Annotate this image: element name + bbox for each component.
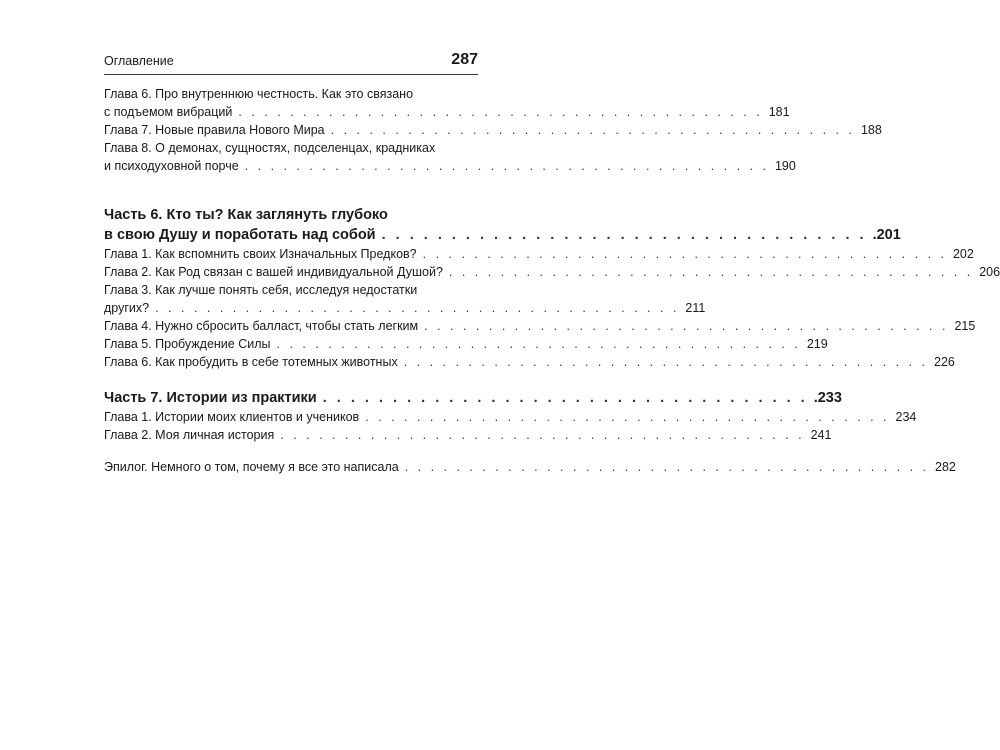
part-title-line: Часть 7. Истории из практики [104, 390, 317, 406]
toc-entry-text: Глава 6. Про внутреннюю честность. Как это связано [104, 87, 414, 101]
toc-entry [104, 281, 478, 299]
part-page: .233 [813, 390, 842, 406]
epilogue-page: 282 [935, 460, 956, 474]
part-heading [104, 388, 842, 408]
header-title: Оглавление [104, 54, 174, 68]
leader-dots: . . . . . . . . . . . . . . . . . . . . . . . . . . . . . . . . . . . . . . . . . [422, 247, 947, 261]
toc-entry-page: 181 [768, 105, 790, 119]
toc-entry-page: 206 [979, 265, 1000, 279]
toc-entry [104, 317, 976, 335]
toc-entry-text: Глава 5. Пробуждение Силы [104, 337, 271, 351]
toc-entry-page: 188 [860, 123, 882, 137]
toc-entry [104, 458, 956, 476]
part-title-line: Часть 6. Кто ты? Как заглянуть глубоко [104, 207, 388, 223]
toc-entry [104, 85, 478, 103]
toc-entry-page: 234 [895, 410, 917, 424]
leader-dots: . . . . . . . . . . . . . . . . . . . . . . . . . . . . . . . . . . . . . . . . . [238, 105, 763, 119]
leader-dots: . . . . . . . . . . . . . . . . . . . . . . . . . . . . . . . . . . . . . . . . . [365, 410, 890, 424]
toc-entry-page: 190 [774, 159, 796, 173]
leader-dots: . . . . . . . . . . . . . . . . . . . . . . . . . . . . . . . . . . . . . . . . . [330, 123, 855, 137]
toc-entry [104, 157, 796, 175]
leader-dots: . . . . . . . . . . . . . . . . . . . . . . . . . . . . . . . . . . . [322, 390, 808, 406]
toc-entry [104, 263, 1000, 281]
toc-entry-text: Глава 2. Как Род связан с вашей индивидуальной Душой? [104, 265, 443, 279]
toc-entry [104, 245, 974, 263]
leader-dots: . . . . . . . . . . . . . . . . . . . . . . . . . . . . . . . . . . . . . . . . . [244, 159, 769, 173]
toc-entry-text: других? [104, 301, 150, 315]
epilogue-text: Эпилог. Немного о том, почему я все это написала [104, 460, 399, 474]
leader-dots: . . . . . . . . . . . . . . . . . . . . . . . . . . . . . . . . . . . . . . . . . [403, 355, 929, 369]
part-title-line: в свою Душу и поработать над собой [104, 227, 376, 243]
leader-dots: . . . . . . . . . . . . . . . . . . . . . . . . . . . . . . . . . . . . . . . . . [276, 337, 801, 351]
part-page: .201 [872, 227, 901, 243]
toc-entry-page: 215 [954, 319, 976, 333]
toc-entry-text: Глава 3. Как лучше понять себя, исследуя недостатки [104, 283, 418, 297]
leader-dots: . . . . . . . . . . . . . . . . . . . . . . . . . . . . . . . . . . . . . . . . . [448, 265, 974, 279]
toc-entry-page: 211 [685, 301, 706, 315]
toc-entry-page: 202 [952, 247, 974, 261]
page-number: 287 [451, 51, 478, 68]
toc-entry-text: Глава 1. Истории моих клиентов и учеников [104, 410, 360, 424]
toc-entry-text: Глава 8. О демонах, сущностях, подселенцах, крадниках [104, 141, 436, 155]
toc-entry [104, 426, 832, 444]
part-heading [104, 225, 901, 245]
toc-entry [104, 335, 828, 353]
toc-entry-text: Глава 2. Моя личная история [104, 428, 275, 442]
leader-dots: . . . . . . . . . . . . . . . . . . . . . . . . . . . . . . . . . . . . . . . . . [155, 301, 680, 315]
toc-entry [104, 103, 790, 121]
toc-entry [104, 121, 882, 139]
toc-entry-text: Глава 7. Новые правила Нового Мира [104, 123, 325, 137]
toc-entry-text: с подъемом вибраций [104, 105, 233, 119]
toc-entry-text: и психодуховной порче [104, 159, 239, 173]
toc-entry-text: Глава 6. Как пробудить в себе тотемных животных [104, 355, 398, 369]
leader-dots: . . . . . . . . . . . . . . . . . . . . . . . . . . . . . . . . . . . [381, 227, 867, 243]
toc-entry-page: 219 [806, 337, 828, 351]
running-header [104, 52, 478, 75]
toc-entry-text: Глава 1. Как вспомнить своих Изначальных Предков? [104, 247, 417, 261]
leader-dots: . . . . . . . . . . . . . . . . . . . . . . . . . . . . . . . . . . . . . . . . . [424, 319, 949, 333]
toc-entry-page: 226 [934, 355, 955, 369]
toc-entry [104, 139, 478, 157]
part-heading [104, 205, 478, 225]
toc-entry [104, 299, 706, 317]
toc-entry [104, 408, 917, 426]
leader-dots: . . . . . . . . . . . . . . . . . . . . . . . . . . . . . . . . . . . . . . . . . [404, 460, 930, 474]
toc-entry-text: Глава 4. Нужно сбросить балласт, чтобы стать легким [104, 319, 419, 333]
leader-dots: . . . . . . . . . . . . . . . . . . . . . . . . . . . . . . . . . . . . . . . . . [280, 428, 805, 442]
toc-entry [104, 353, 955, 371]
toc-entry-page: 241 [810, 428, 832, 442]
